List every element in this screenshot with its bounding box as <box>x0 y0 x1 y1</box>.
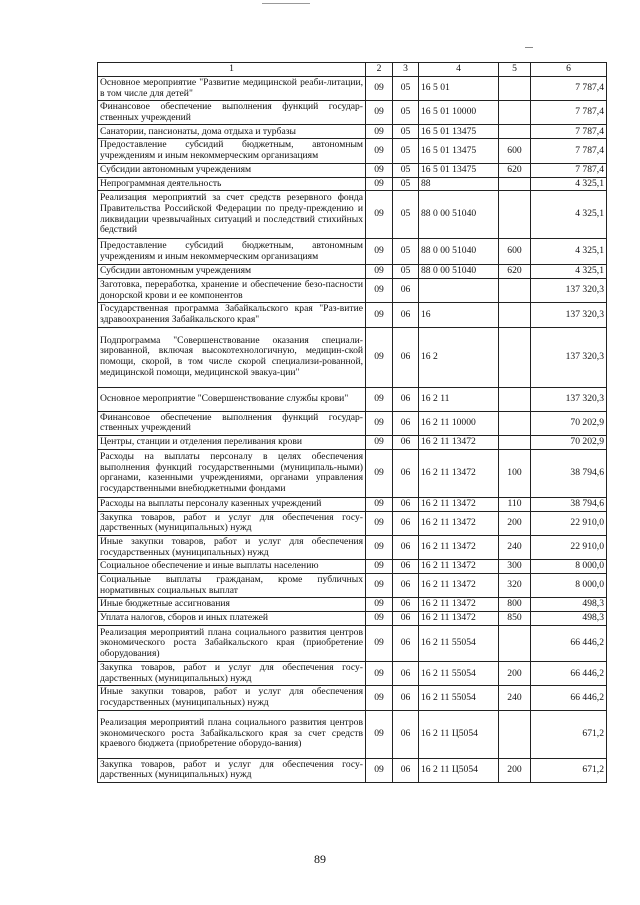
expense-name-cell: Предоставление субсидий бюджетным, автономным учреждениям и иным некоммерческим организациям <box>98 239 366 265</box>
target-article-code-cell: 16 2 11 13472 <box>419 435 499 449</box>
section-code-cell: 09 <box>366 101 393 125</box>
expense-type-code-cell: 200 <box>499 662 531 686</box>
table-row <box>98 497 607 511</box>
section-code-cell: 09 <box>366 177 393 191</box>
section-code-cell: 09 <box>366 303 393 327</box>
amount-cell: 66 446,2 <box>531 626 607 662</box>
section-code-cell: 09 <box>366 497 393 511</box>
table-row <box>98 626 607 662</box>
header-col-4: 4 <box>419 63 499 77</box>
header-col-2: 2 <box>366 63 393 77</box>
expense-name-cell: Реализация мероприятий плана социального развития центров экономического роста Забайкальского края (приобретение оборудования) <box>98 626 366 662</box>
expense-type-code-cell: 800 <box>499 598 531 612</box>
table-row <box>98 535 607 559</box>
target-article-code-cell: 16 2 11 55054 <box>419 686 499 710</box>
expense-name-cell: Расходы на выплаты персоналу казенных учреждений <box>98 497 366 511</box>
amount-cell: 8 000,0 <box>531 560 607 574</box>
expense-name-cell: Закупка товаров, работ и услуг для обеспечения госу-дарственных (муниципальных) нужд <box>98 662 366 686</box>
subsection-code-cell: 06 <box>393 560 419 574</box>
table-row <box>98 303 607 327</box>
target-article-code-cell: 16 5 01 <box>419 77 499 101</box>
table-row <box>98 163 607 177</box>
target-article-code-cell: 16 2 11 13472 <box>419 598 499 612</box>
subsection-code-cell: 06 <box>393 435 419 449</box>
top-edge-mark <box>262 3 310 4</box>
table-row <box>98 574 607 598</box>
amount-cell: 137 320,3 <box>531 387 607 411</box>
amount-cell: 137 320,3 <box>531 327 607 387</box>
expense-name-cell: Уплата налогов, сборов и иных платежей <box>98 612 366 626</box>
expense-name-cell: Иные закупки товаров, работ и услуг для обеспечения государственных (муниципальных) нужд <box>98 686 366 710</box>
target-article-code-cell: 16 2 11 55054 <box>419 662 499 686</box>
subsection-code-cell: 05 <box>393 177 419 191</box>
table-row <box>98 411 607 435</box>
table-row <box>98 265 607 279</box>
subsection-code-cell: 06 <box>393 511 419 535</box>
expense-name-cell: Предоставление субсидий бюджетным, автономным учреждениям и иным некоммерческим организациям <box>98 139 366 163</box>
table-row <box>98 191 607 239</box>
subsection-code-cell: 05 <box>393 163 419 177</box>
target-article-code-cell: 16 2 11 13472 <box>419 612 499 626</box>
header-col-3: 3 <box>393 63 419 77</box>
table-row <box>98 125 607 139</box>
amount-cell: 38 794,6 <box>531 497 607 511</box>
section-code-cell: 09 <box>366 265 393 279</box>
subsection-code-cell: 05 <box>393 265 419 279</box>
target-article-code-cell: 16 5 01 13475 <box>419 139 499 163</box>
expense-name-cell: Основное мероприятие "Развитие медицинской реаби-литации, в том числе для детей" <box>98 77 366 101</box>
target-article-code-cell: 16 2 11 10000 <box>419 411 499 435</box>
subsection-code-cell: 05 <box>393 239 419 265</box>
expense-name-cell: Финансовое обеспечение выполнения функций государ-ственных учреждений <box>98 101 366 125</box>
table-row <box>98 327 607 387</box>
page-number: 89 <box>314 852 326 866</box>
expense-type-code-cell: 200 <box>499 758 531 782</box>
table-row <box>98 101 607 125</box>
amount-cell: 7 787,4 <box>531 139 607 163</box>
expense-name-cell: Социальные выплаты гражданам, кроме публичных нормативных социальных выплат <box>98 574 366 598</box>
target-article-code-cell: 16 2 11 13472 <box>419 535 499 559</box>
table-row <box>98 560 607 574</box>
expense-type-code-cell <box>499 710 531 758</box>
expense-type-code-cell: 240 <box>499 686 531 710</box>
section-code-cell: 09 <box>366 758 393 782</box>
section-code-cell: 09 <box>366 612 393 626</box>
amount-cell: 70 202,9 <box>531 435 607 449</box>
section-code-cell: 09 <box>366 710 393 758</box>
subsection-code-cell: 06 <box>393 626 419 662</box>
expense-type-code-cell <box>499 191 531 239</box>
section-code-cell: 09 <box>366 191 393 239</box>
section-code-cell: 09 <box>366 626 393 662</box>
section-code-cell: 09 <box>366 411 393 435</box>
table-row <box>98 686 607 710</box>
expense-type-code-cell <box>499 279 531 303</box>
table-row <box>98 279 607 303</box>
table-row <box>98 77 607 101</box>
table-row <box>98 758 607 782</box>
target-article-code-cell: 88 0 00 51040 <box>419 191 499 239</box>
header-col-6: 6 <box>531 63 607 77</box>
expense-name-cell: Субсидии автономным учреждениям <box>98 265 366 279</box>
target-article-code-cell: 16 5 01 10000 <box>419 101 499 125</box>
expense-type-code-cell: 240 <box>499 535 531 559</box>
budget-table-body <box>98 63 607 783</box>
section-code-cell: 09 <box>366 598 393 612</box>
amount-cell: 22 910,0 <box>531 511 607 535</box>
section-code-cell: 09 <box>366 125 393 139</box>
section-code-cell: 09 <box>366 535 393 559</box>
target-article-code-cell: 16 2 11 13472 <box>419 449 499 497</box>
expense-type-code-cell <box>499 77 531 101</box>
expense-name-cell: Реализация мероприятий плана социального развития центров экономического роста Забайкальского края за счет средств краевого бюджета (приобретение оборудо-вания) <box>98 710 366 758</box>
table-row <box>98 139 607 163</box>
amount-cell: 4 325,1 <box>531 239 607 265</box>
expense-name-cell: Социальное обеспечение и иные выплаты населению <box>98 560 366 574</box>
subsection-code-cell: 05 <box>393 139 419 163</box>
section-code-cell: 09 <box>366 449 393 497</box>
target-article-code-cell: 16 <box>419 303 499 327</box>
amount-cell: 137 320,3 <box>531 279 607 303</box>
expense-name-cell: Иные закупки товаров, работ и услуг для обеспечения государственных (муниципальных) нужд <box>98 535 366 559</box>
amount-cell: 38 794,6 <box>531 449 607 497</box>
table-row <box>98 598 607 612</box>
section-code-cell: 09 <box>366 435 393 449</box>
section-code-cell: 09 <box>366 139 393 163</box>
target-article-code-cell: 16 2 11 13472 <box>419 497 499 511</box>
target-article-code-cell: 16 2 11 Ц5054 <box>419 710 499 758</box>
expense-type-code-cell: 200 <box>499 511 531 535</box>
subsection-code-cell: 06 <box>393 710 419 758</box>
expense-name-cell: Финансовое обеспечение выполнения функций государ-ственных учреждений <box>98 411 366 435</box>
target-article-code-cell: 16 2 11 Ц5054 <box>419 758 499 782</box>
section-code-cell: 09 <box>366 560 393 574</box>
subsection-code-cell: 06 <box>393 535 419 559</box>
expense-type-code-cell: 320 <box>499 574 531 598</box>
amount-cell: 4 325,1 <box>531 177 607 191</box>
section-code-cell: 09 <box>366 387 393 411</box>
subsection-code-cell: 05 <box>393 101 419 125</box>
expense-name-cell: Государственная программа Забайкальского края "Раз-витие здравоохранения Забайкальского края" <box>98 303 366 327</box>
subsection-code-cell: 06 <box>393 449 419 497</box>
section-code-cell: 09 <box>366 574 393 598</box>
amount-cell: 671,2 <box>531 710 607 758</box>
amount-cell: 137 320,3 <box>531 303 607 327</box>
section-code-cell: 09 <box>366 511 393 535</box>
section-code-cell: 09 <box>366 77 393 101</box>
amount-cell: 7 787,4 <box>531 163 607 177</box>
subsection-code-cell: 06 <box>393 387 419 411</box>
subsection-code-cell: 06 <box>393 758 419 782</box>
expense-type-code-cell: 600 <box>499 139 531 163</box>
target-article-code-cell: 16 5 01 13475 <box>419 125 499 139</box>
section-code-cell: 09 <box>366 662 393 686</box>
expense-name-cell: Расходы на выплаты персоналу в целях обеспечения выполнения функций государственными (муниципаль-ными) органами, казенными учреждениями, органами управления государственными внебюджетными фондами <box>98 449 366 497</box>
expense-type-code-cell <box>499 177 531 191</box>
subsection-code-cell: 06 <box>393 411 419 435</box>
expense-name-cell: Реализация мероприятий за счет средств резервного фонда Правительства Российской Федерации по преду-преждению и ликвидации чрезвычайных ситуаций и последствий стихийных бедствий <box>98 191 366 239</box>
table-row <box>98 449 607 497</box>
expense-type-code-cell: 300 <box>499 560 531 574</box>
amount-cell: 66 446,2 <box>531 686 607 710</box>
subsection-code-cell: 06 <box>393 612 419 626</box>
section-code-cell: 09 <box>366 327 393 387</box>
expense-name-cell: Закупка товаров, работ и услуг для обеспечения госу-дарственных (муниципальных) нужд <box>98 758 366 782</box>
expense-type-code-cell: 600 <box>499 239 531 265</box>
expense-name-cell: Закупка товаров, работ и услуг для обеспечения госу-дарственных (муниципальных) нужд <box>98 511 366 535</box>
table-row <box>98 177 607 191</box>
section-code-cell: 09 <box>366 239 393 265</box>
header-col-1: 1 <box>98 63 366 77</box>
subsection-code-cell: 06 <box>393 327 419 387</box>
target-article-code-cell: 16 5 01 13475 <box>419 163 499 177</box>
table-header-row <box>98 63 607 77</box>
margin-mark <box>525 47 533 48</box>
amount-cell: 66 446,2 <box>531 662 607 686</box>
expense-type-code-cell <box>499 125 531 139</box>
amount-cell: 4 325,1 <box>531 265 607 279</box>
amount-cell: 4 325,1 <box>531 191 607 239</box>
target-article-code-cell: 16 2 <box>419 327 499 387</box>
expense-type-code-cell <box>499 387 531 411</box>
expense-type-code-cell: 100 <box>499 449 531 497</box>
expense-type-code-cell: 110 <box>499 497 531 511</box>
target-article-code-cell: 16 2 11 13472 <box>419 511 499 535</box>
target-article-code-cell: 88 0 00 51040 <box>419 265 499 279</box>
subsection-code-cell: 06 <box>393 497 419 511</box>
expense-type-code-cell: 620 <box>499 163 531 177</box>
target-article-code-cell <box>419 279 499 303</box>
expense-name-cell: Иные бюджетные ассигнования <box>98 598 366 612</box>
expense-type-code-cell <box>499 101 531 125</box>
expense-type-code-cell: 620 <box>499 265 531 279</box>
target-article-code-cell: 88 <box>419 177 499 191</box>
subsection-code-cell: 06 <box>393 574 419 598</box>
subsection-code-cell: 05 <box>393 125 419 139</box>
expense-name-cell: Субсидии автономным учреждениям <box>98 163 366 177</box>
subsection-code-cell: 06 <box>393 598 419 612</box>
subsection-code-cell: 06 <box>393 686 419 710</box>
header-col-5: 5 <box>499 63 531 77</box>
expense-type-code-cell <box>499 327 531 387</box>
table-row <box>98 710 607 758</box>
amount-cell: 498,3 <box>531 612 607 626</box>
amount-cell: 671,2 <box>531 758 607 782</box>
subsection-code-cell: 05 <box>393 77 419 101</box>
amount-cell: 7 787,4 <box>531 101 607 125</box>
expense-name-cell: Непрограммная деятельность <box>98 177 366 191</box>
target-article-code-cell: 88 0 00 51040 <box>419 239 499 265</box>
subsection-code-cell: 05 <box>393 191 419 239</box>
amount-cell: 70 202,9 <box>531 411 607 435</box>
amount-cell: 7 787,4 <box>531 125 607 139</box>
table-row <box>98 387 607 411</box>
table-row <box>98 511 607 535</box>
expense-name-cell: Центры, станции и отделения переливания крови <box>98 435 366 449</box>
subsection-code-cell: 06 <box>393 662 419 686</box>
amount-cell: 22 910,0 <box>531 535 607 559</box>
table-row <box>98 662 607 686</box>
target-article-code-cell: 16 2 11 55054 <box>419 626 499 662</box>
table-row <box>98 612 607 626</box>
subsection-code-cell: 06 <box>393 303 419 327</box>
section-code-cell: 09 <box>366 163 393 177</box>
expense-type-code-cell <box>499 626 531 662</box>
amount-cell: 8 000,0 <box>531 574 607 598</box>
target-article-code-cell: 16 2 11 <box>419 387 499 411</box>
table-row <box>98 435 607 449</box>
expense-type-code-cell: 850 <box>499 612 531 626</box>
budget-table <box>97 62 607 783</box>
subsection-code-cell: 06 <box>393 279 419 303</box>
amount-cell: 498,3 <box>531 598 607 612</box>
section-code-cell: 09 <box>366 279 393 303</box>
expense-name-cell: Основное мероприятие "Совершенствование службы крови" <box>98 387 366 411</box>
expense-name-cell: Подпрограмма "Совершенствование оказания специали-зированной, включая высокотехнологичную, медицин-ской помощи, скорой, в том числе скорой специализи-рованной, медицинской помощи, медицинской эвакуа-ции" <box>98 327 366 387</box>
target-article-code-cell: 16 2 11 13472 <box>419 560 499 574</box>
section-code-cell: 09 <box>366 686 393 710</box>
table-row <box>98 239 607 265</box>
expense-name-cell: Санатории, пансионаты, дома отдыха и турбазы <box>98 125 366 139</box>
expense-type-code-cell <box>499 411 531 435</box>
target-article-code-cell: 16 2 11 13472 <box>419 574 499 598</box>
expense-type-code-cell <box>499 303 531 327</box>
expense-type-code-cell <box>499 435 531 449</box>
amount-cell: 7 787,4 <box>531 77 607 101</box>
expense-name-cell: Заготовка, переработка, хранение и обеспечение безо-пасности донорской крови и ее компонентов <box>98 279 366 303</box>
